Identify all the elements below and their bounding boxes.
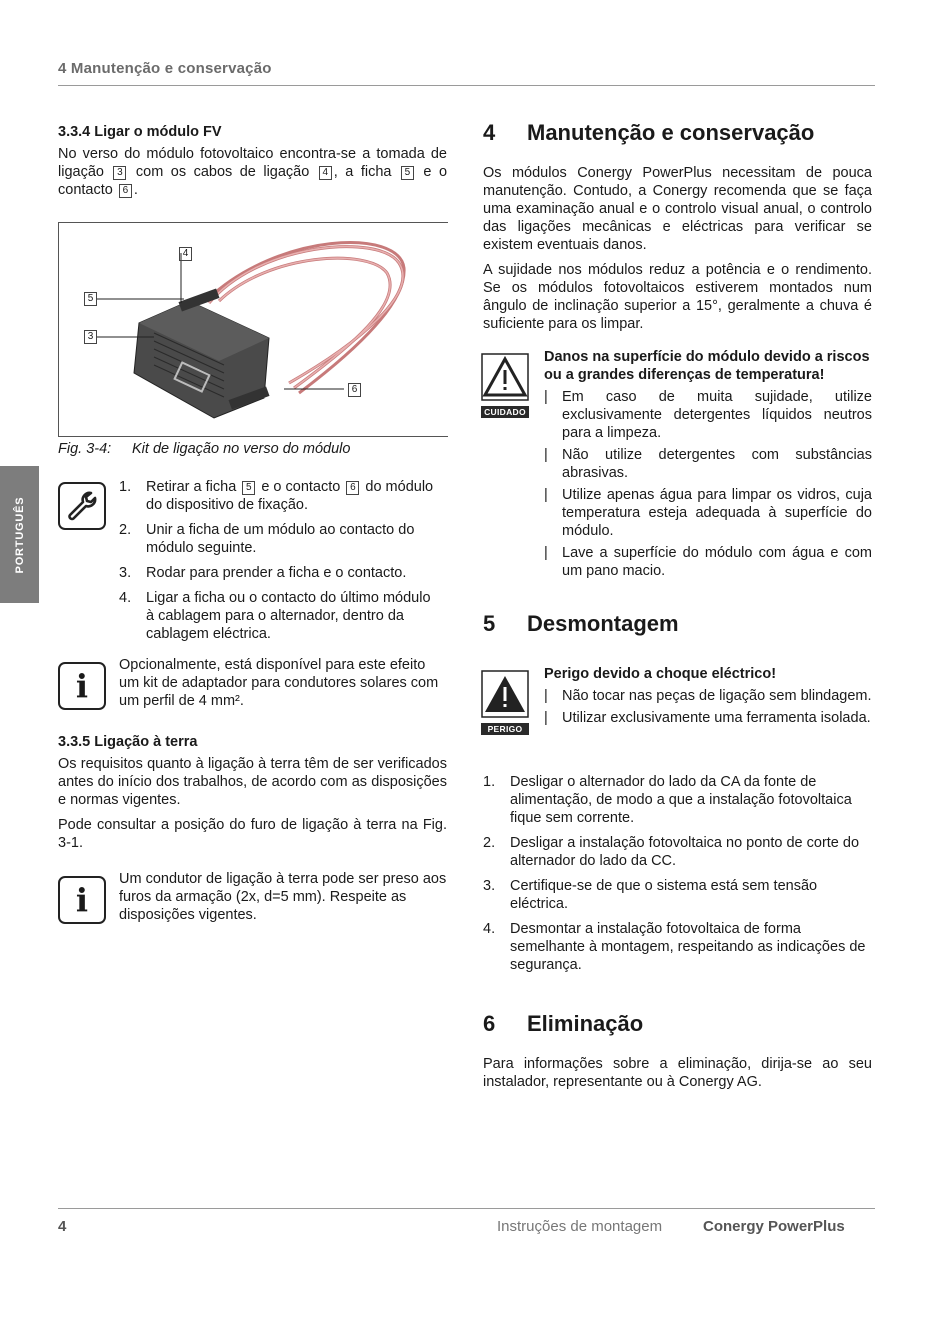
section-5-heading: 5 Desmontagem xyxy=(483,611,679,636)
list-item: | Não utilize detergentes com substâncias abrasivas. xyxy=(544,446,872,482)
section-4-heading: 4 Manutenção e conservação xyxy=(483,120,815,145)
wrench-icon xyxy=(58,482,106,530)
info-note-grounding: Um condutor de ligação à terra pode ser preso aos furos da armação (2x, d=5 mm). Respeite as disposições vigentes. xyxy=(119,871,447,923)
callout-6: 6 xyxy=(348,383,361,397)
junction-box-illustration xyxy=(59,223,448,436)
list-item: | Não tocar nas peças de ligação sem blindagem. xyxy=(544,687,872,705)
warning-triangle-icon xyxy=(481,353,529,401)
list-item: 1. Retirar a ficha 5 e o contacto 6 do módulo do dispositivo de fixação. xyxy=(119,479,434,513)
danger-label: PERIGO xyxy=(481,723,529,735)
list-item: | Utilizar exclusivamente uma ferramenta isolada. xyxy=(544,709,872,727)
list-item: 4. Desmontar a instalação fotovoltaica de forma semelhante à montagem, respeitando as indicações de segurança. xyxy=(483,921,866,973)
list-item: | Utilize apenas água para limpar os vidros, cuja temperatura esteja adequada à superfície do módulo. xyxy=(544,486,872,540)
list-item: 3. Rodar para prender a ficha e o contacto. xyxy=(119,565,407,581)
caution-label: CUIDADO xyxy=(481,406,529,418)
list-item: 2. Desligar a instalação fotovoltaica no ponto de corte do alternador do lado da CC. xyxy=(483,835,860,869)
language-tab xyxy=(0,466,39,603)
danger-block xyxy=(544,665,872,731)
section-3-3-5 xyxy=(58,733,447,859)
danger-title: Perigo devido a choque eléctrico! xyxy=(544,666,777,682)
callout-5: 5 xyxy=(84,292,97,306)
caution-block xyxy=(544,348,872,584)
figure-connection-kit xyxy=(58,222,448,437)
info-icon: i xyxy=(58,662,106,710)
section-3-3-4-text: No verso do módulo fotovoltaico encontra-se a tomada de ligação 3 com os cabos de ligação 4 , a ficha 5 e o contacto 6 . xyxy=(58,146,448,198)
callout-3: 3 xyxy=(84,330,97,344)
language-tab-label: PORTUGUÊS xyxy=(13,496,26,573)
section-4-body xyxy=(483,164,872,340)
danger-sign xyxy=(481,670,529,735)
caution-title: Danos na superfície do módulo devido a riscos ou a grandes diferenças de temperatura! xyxy=(544,349,870,383)
left-column xyxy=(58,123,447,206)
footer-rule xyxy=(58,1208,875,1209)
info-note-adapter: Opcionalmente, está disponível para este efeito um kit de adaptador para condutores solares com um perfil de 4 mm². xyxy=(119,657,439,709)
section-3-3-5-p1: Os requisitos quanto à ligação à terra têm de ser verificados antes do início dos trabalhos, de acordo com as disposições e normas vigentes. xyxy=(58,756,447,808)
page-number: 4 xyxy=(58,1218,67,1235)
section-6-p1: Para informações sobre a eliminação, dirija-se ao seu instalador, representante ou à Conergy AG. xyxy=(483,1056,872,1090)
caution-sign xyxy=(481,353,529,418)
danger-triangle-icon xyxy=(481,670,529,718)
figure-caption: Fig. 3-4: Kit de ligação no verso do módulo xyxy=(58,441,351,457)
section-4-p2: A sujidade nos módulos reduz a potência e o rendimento. Se os módulos fotovoltaicos estiverem montados num ângulo de inclinação superior a 15°, geralmente a chuva é suficiente para os limpar. xyxy=(483,262,872,332)
list-item: | Lave a superfície do módulo com água e com um pano macio. xyxy=(544,544,872,580)
list-item: 3. Certifique-se de que o sistema está sem tensão eléctrica. xyxy=(483,878,818,912)
dismantle-steps xyxy=(483,773,872,981)
section-3-3-5-p2: Pode consultar a posição do furo de ligação à terra na Fig. 3-1. xyxy=(58,817,447,851)
list-item: | Em caso de muita sujidade, utilize exclusivamente detergentes líquidos neutros para a limpeza. xyxy=(544,388,872,442)
document-title: Instruções de montagem xyxy=(497,1218,663,1235)
section-3-3-4-title: 3.3.4 Ligar o módulo FV xyxy=(58,124,222,140)
product-name: Conergy PowerPlus xyxy=(703,1218,845,1235)
list-item: 2. Unir a ficha de um módulo ao contacto do módulo seguinte. xyxy=(119,522,415,556)
connect-steps xyxy=(119,478,437,650)
callout-4: 4 xyxy=(179,247,192,261)
header-rule xyxy=(58,85,875,86)
section-6-heading: 6 Eliminação xyxy=(483,1011,644,1036)
section-6-body xyxy=(483,1055,872,1098)
list-item: 1. Desligar o alternador do lado da CA da fonte de alimentação, de modo a que a instalação fotovoltaica fique sem corrente. xyxy=(483,774,852,826)
running-header: 4 Manutenção e conservação xyxy=(58,60,272,77)
info-icon: i xyxy=(58,876,106,924)
list-item: 4. Ligar a ficha ou o contacto do último módulo à cablagem para o alternador, dentro da cablagem eléctrica. xyxy=(119,590,431,642)
section-3-3-5-title: 3.3.5 Ligação à terra xyxy=(58,734,198,750)
section-4-p1: Os módulos Conergy PowerPlus necessitam de pouca manutenção. Contudo, a Conergy recomenda que se faça uma examinação anual e o controlo visual anual, o controlo das ligações mecânicas e eléctricas para verificar se existem eventuais danos. xyxy=(483,165,872,253)
